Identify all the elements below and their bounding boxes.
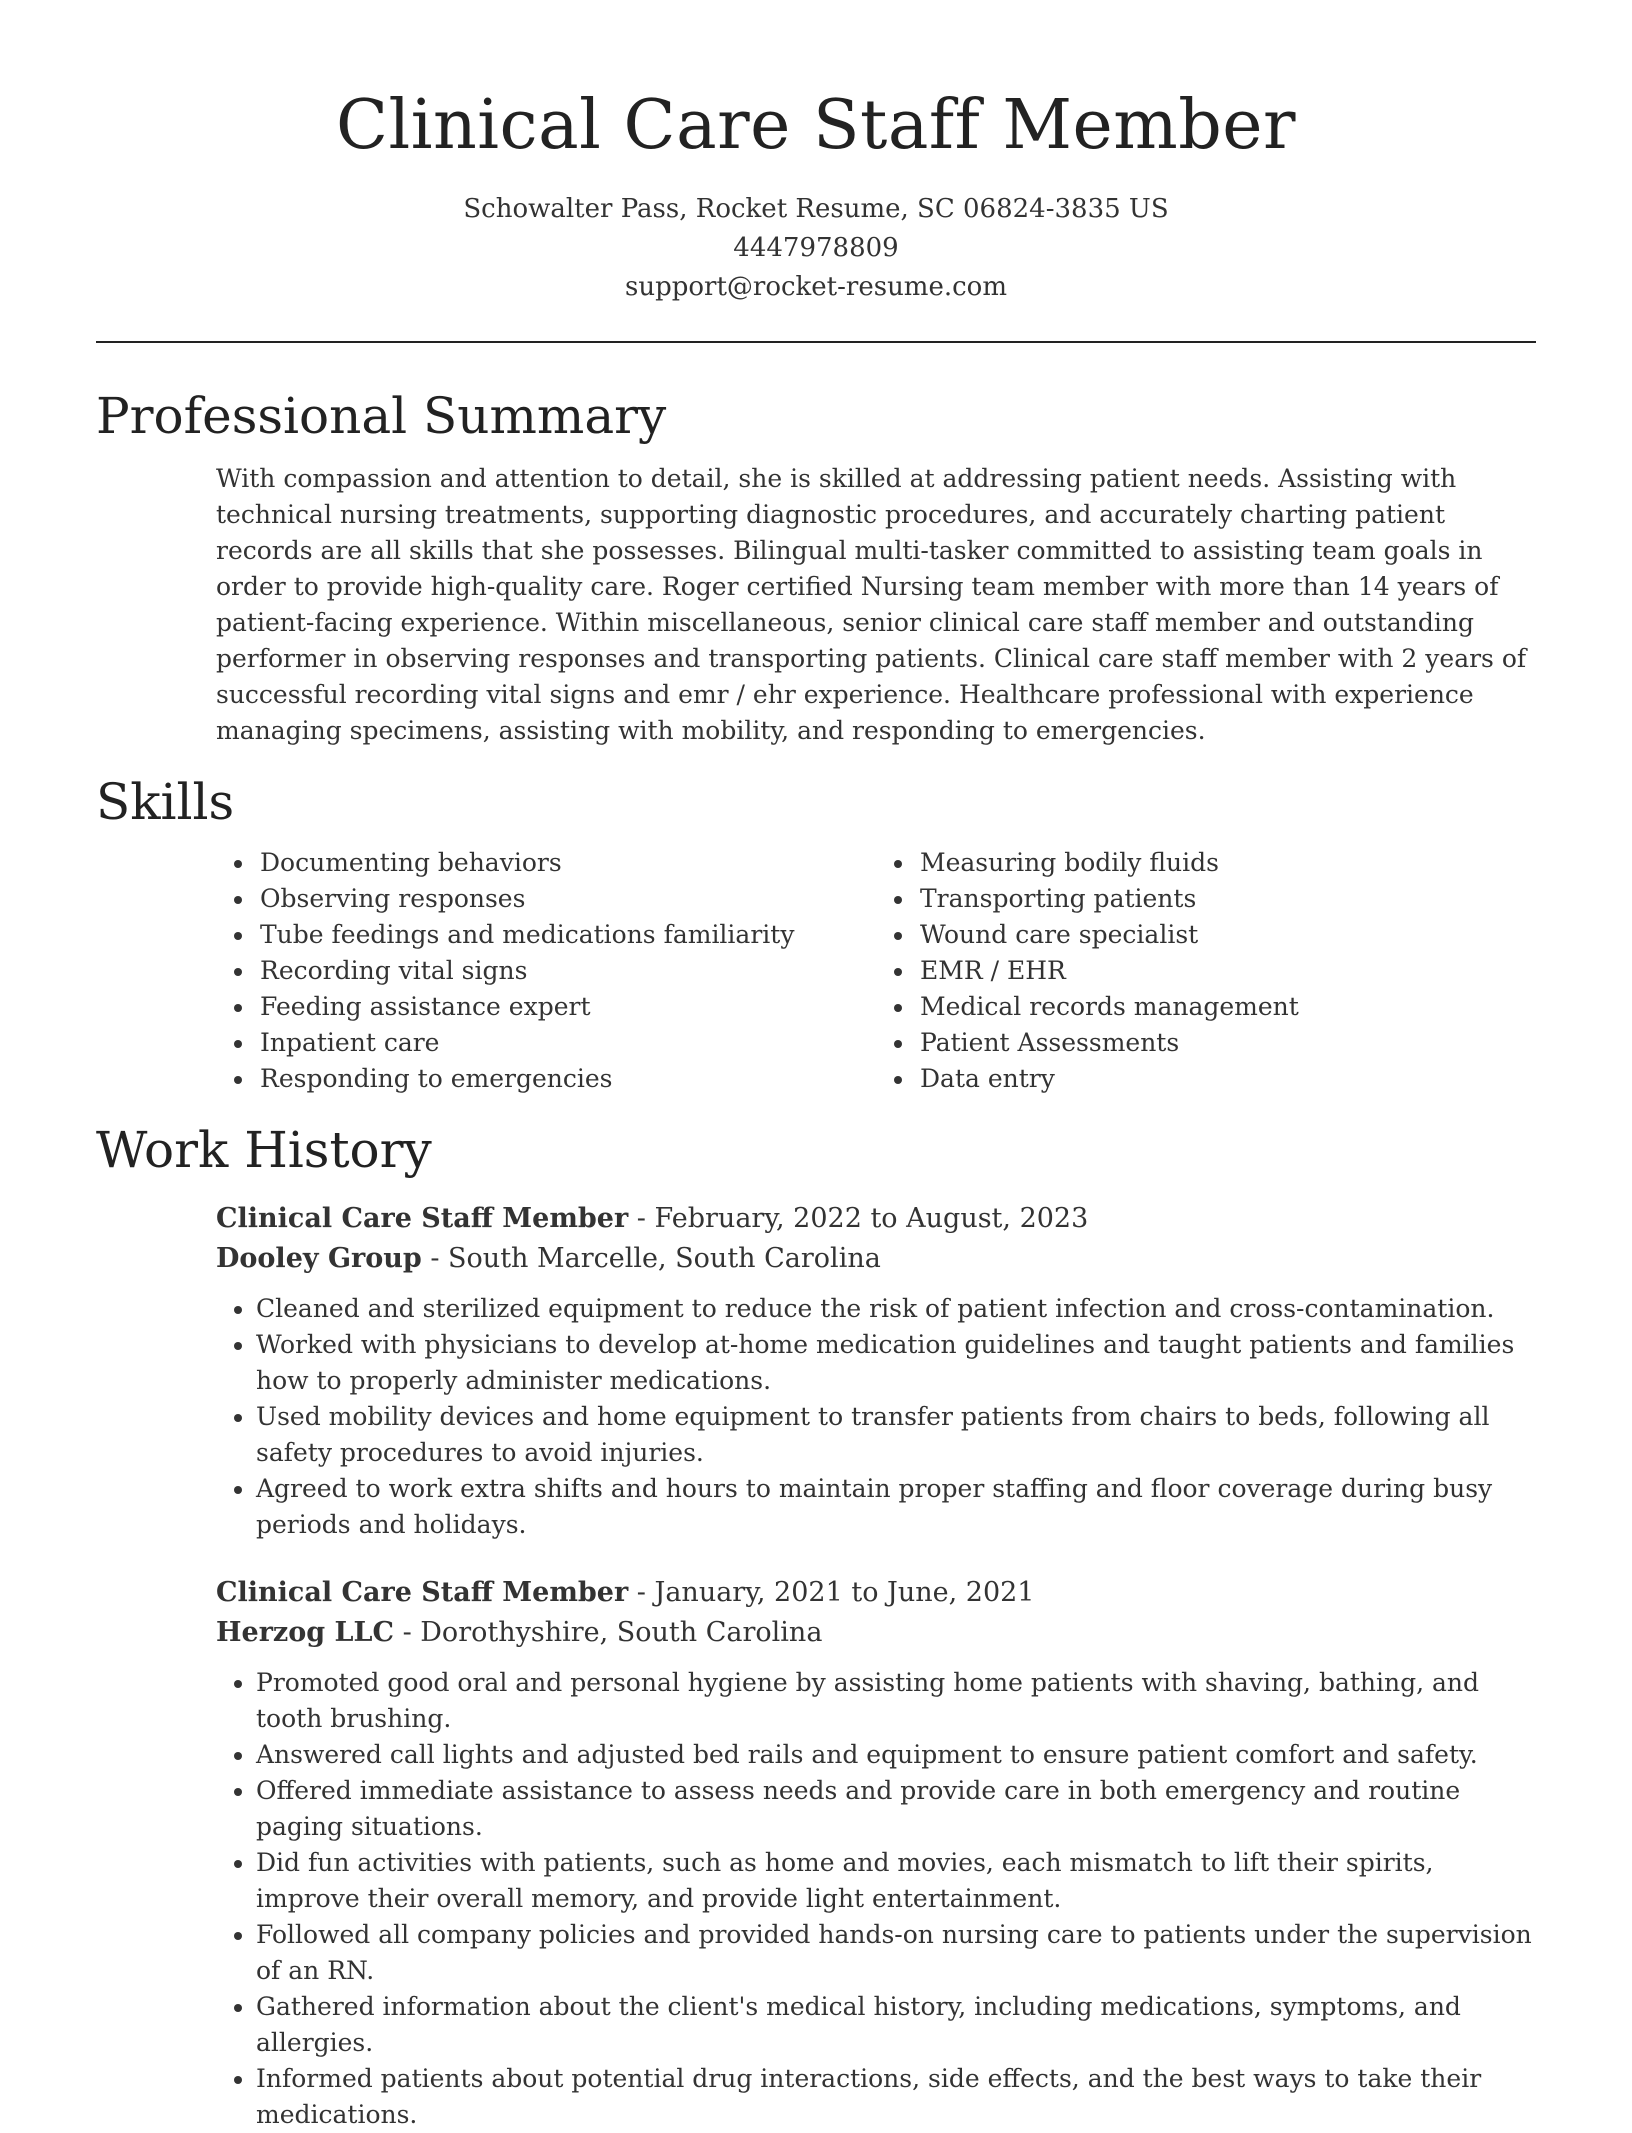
- contact-info: [0, 190, 1632, 307]
- job-title-line: [216, 1573, 1536, 1613]
- job-bullet: • Cleaned and sterilized equipment to reduce the risk of patient infection and cross-contamination.: [256, 1291, 1536, 1327]
- skill-item: • Observing responses: [256, 881, 876, 917]
- skill-item: • Transporting patients: [916, 881, 1536, 917]
- skill-item: • EMR / EHR: [916, 953, 1536, 989]
- job-entry: [216, 1199, 1536, 1543]
- skill-item: • Measuring bodily fluids: [916, 845, 1536, 881]
- job-bullet: • Agreed to work extra shifts and hours to maintain proper staffing and floor coverage during busy periods and holidays.: [256, 1471, 1536, 1543]
- work-history-section: [96, 1117, 1536, 2133]
- job-bullet: • Promoted good oral and personal hygiene by assisting home patients with shaving, bathing, and tooth brushing.: [256, 1665, 1536, 1737]
- address-text: Schowalter Pass, Rocket Resume, SC 06824-3835 US: [463, 194, 1169, 224]
- job-dates: - February, 2022 to August, 2023: [628, 1203, 1089, 1234]
- job-company: Dooley Group: [216, 1243, 422, 1274]
- skill-item: • Responding to emergencies: [256, 1061, 876, 1097]
- job-location: - South Marcelle, South Carolina: [421, 1243, 881, 1274]
- skill-item: • Data entry: [916, 1061, 1536, 1097]
- job-bullet: • Worked with physicians to develop at-home medication guidelines and taught patients and families how to properly administer medications.: [256, 1327, 1536, 1399]
- resume-header: [0, 0, 1632, 307]
- skill-item: • Inpatient care: [256, 1025, 876, 1061]
- skill-item: • Medical records management: [916, 989, 1536, 1025]
- skill-item: • Feeding assistance expert: [256, 989, 876, 1025]
- job-entry: [216, 1573, 1536, 2133]
- skill-item: • Wound care specialist: [916, 917, 1536, 953]
- skill-item: • Recording vital signs: [256, 953, 876, 989]
- work-history-heading: Work History: [96, 1121, 432, 1179]
- job-role: Clinical Care Staff Member: [216, 1203, 629, 1234]
- job-role: Clinical Care Staff Member: [216, 1577, 629, 1608]
- job-bullet-list: [216, 1291, 1536, 1543]
- job-bullet-list: [216, 1665, 1536, 2133]
- job-bullet: • Gathered information about the client's medical history, including medications, symptoms, and allergies.: [256, 1989, 1536, 2061]
- job-bullet: • Offered immediate assistance to assess needs and provide care in both emergency and routine paging situations.: [256, 1773, 1536, 1845]
- summary-paragraph: With compassion and attention to detail, she is skilled at addressing patient needs. Assisting with technical nursing treatments, supporting diagnostic procedures, and accurately charting patient records are all skills that she possesses. Bilingual multi-tasker committed to assisting team goals in order to provide high-quality care. Roger certified Nursing team member with more than 14 years of patient-facing experience. Within miscellaneous, senior clinical care staff member and outstanding performer in observing responses and transporting patients. Clinical care staff member with 2 years of successful recording vital signs and emr / ehr experience. Healthcare professional with experience managing specimens, assisting with mobility, and responding to emergencies.: [216, 464, 1527, 745]
- candidate-name: Clinical Care Staff Member: [335, 86, 1297, 165]
- skill-item: • Tube feedings and medications familiarity: [256, 917, 876, 953]
- summary-section: [96, 383, 1536, 749]
- summary-heading: Professional Summary: [96, 387, 667, 445]
- phone-text: 4447978809: [733, 233, 899, 263]
- job-company: Herzog LLC: [216, 1617, 394, 1648]
- header-divider: [96, 341, 1536, 343]
- job-title-line: [216, 1199, 1536, 1239]
- job-company-line: [216, 1613, 1536, 1653]
- skill-item: • Patient Assessments: [916, 1025, 1536, 1061]
- job-bullet: • Followed all company policies and provided hands-on nursing care to patients under the supervision of an RN.: [256, 1917, 1536, 1989]
- job-bullet: • Did fun activities with patients, such as home and movies, each mismatch to lift their spirits, improve their overall memory, and provide light entertainment.: [256, 1845, 1536, 1917]
- job-company-line: [216, 1239, 1536, 1279]
- email-text: support@rocket-resume.com: [624, 272, 1007, 302]
- skills-columns: [216, 845, 1536, 1097]
- job-bullet: • Used mobility devices and home equipment to transfer patients from chairs to beds, following all safety procedures to avoid injuries.: [256, 1399, 1536, 1471]
- job-dates: - January, 2021 to June, 2021: [628, 1577, 1035, 1608]
- job-bullet: • Answered call lights and adjusted bed rails and equipment to ensure patient comfort and safety.: [256, 1737, 1536, 1773]
- skills-section: [96, 769, 1536, 1097]
- skills-list-left: [216, 845, 876, 1097]
- job-location: - Dorothyshire, South Carolina: [394, 1617, 823, 1648]
- skills-list-right: [876, 845, 1536, 1097]
- skills-heading: Skills: [96, 773, 235, 831]
- job-bullet: • Informed patients about potential drug interactions, side effects, and the best ways to take their medications.: [256, 2061, 1536, 2133]
- skill-item: • Documenting behaviors: [256, 845, 876, 881]
